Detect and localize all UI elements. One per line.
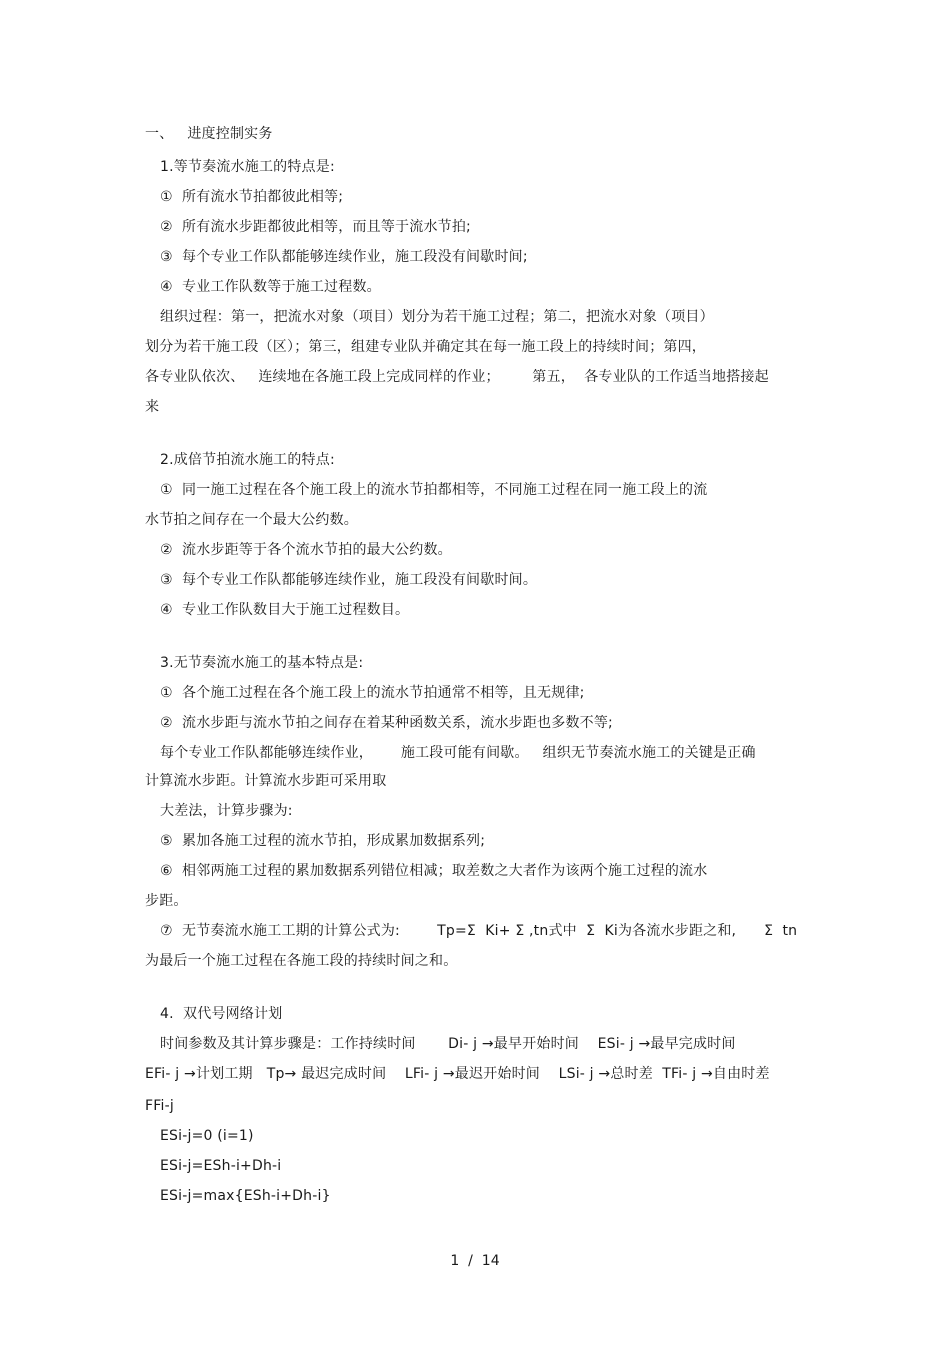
- text-line: EFi- j →计划工期 Tp→ 最迟完成时间 LFi- j →最迟开始时间 LSi- j →总时差 TFi- j →自由时差: [145, 1066, 770, 1082]
- subheading-no-rhythm: 3.无节奏流水施工的基本特点是:: [160, 655, 364, 671]
- text-line: 大差法，计算步骤为:: [160, 803, 293, 819]
- subheading-double-code-network: 4. 双代号网络计划: [160, 1006, 283, 1022]
- text-line: ② 流水步距与流水节拍之间存在着某种函数关系，流水步距也多数不等;: [160, 715, 613, 731]
- text-line: ① 各个施工过程在各个施工段上的流水节拍通常不相等，且无规律;: [160, 685, 585, 701]
- text-line: ④ 专业工作队数等于施工过程数。: [160, 279, 381, 295]
- text-line: 步距。: [145, 893, 188, 909]
- subheading-multiple-rhythm: 2.成倍节拍流水施工的特点:: [160, 452, 335, 468]
- text-line: 组织过程：第一，把流水对象（项目）划分为若干施工过程；第二，把流水对象（项目）: [160, 309, 714, 325]
- page-number: 1 / 14: [450, 1253, 500, 1269]
- text-line: ① 同一施工过程在各个施工段上的流水节拍都相等，不同施工过程在同一施工段上的流: [160, 482, 708, 498]
- text-line: ④ 专业工作队数目大于施工过程数目。: [160, 602, 410, 618]
- text-line: 水节拍之间存在一个最大公约数。: [145, 512, 358, 528]
- text-line: ⑦ 无节奏流水施工工期的计算公式为: Tp=Σ Ki+ Σ ,tn式中 Σ Ki为各流水步距之和, Σ tn: [160, 923, 798, 939]
- text-line: 为最后一个施工过程在各施工段的持续时间之和。: [145, 953, 458, 969]
- text-line: 划分为若干施工段（区）；第三，组建专业队并确定其在每一施工段上的持续时间；第四，: [145, 339, 706, 355]
- text-line: ② 所有流水步距都彼此相等，而且等于流水节拍;: [160, 219, 471, 235]
- text-line: FFi-j: [145, 1098, 174, 1114]
- text-line: 时间参数及其计算步骤是：工作持续时间 Di- j →最早开始时间 ESi- j →最早完成时间: [160, 1036, 736, 1052]
- text-line: ② 流水步距等于各个流水节拍的最大公约数。: [160, 542, 452, 558]
- text-line: ⑤ 累加各施工过程的流水节拍，形成累加数据系列;: [160, 833, 486, 849]
- text-line: 每个专业工作队都能够连续作业， 施工段可能有间歇。 组织无节奏流水施工的关键是正确: [160, 745, 756, 761]
- formula-line: ESi-j=ESh-i+Dh-i: [160, 1158, 282, 1174]
- formula-line: ESi-j=0 (i=1): [160, 1128, 254, 1144]
- formula-line: ESi-j=max{ESh-i+Dh-i}: [160, 1188, 331, 1204]
- text-line: 来: [145, 399, 160, 415]
- text-line: 计算流水步距。计算流水步距可采用取: [145, 773, 387, 789]
- text-line: ① 所有流水节拍都彼此相等;: [160, 189, 344, 205]
- text-line: ⑥ 相邻两施工过程的累加数据系列错位相减；取差数之大者作为该两个施工过程的流水: [160, 863, 708, 879]
- section-heading: 一、 进度控制实务: [145, 126, 273, 142]
- text-line: ③ 每个专业工作队都能够连续作业，施工段没有间歇时间;: [160, 249, 528, 265]
- text-line: 各专业队依次、 连续地在各施工段上完成同样的作业； 第五， 各专业队的工作适当地搭接起: [145, 369, 769, 385]
- text-line: ③ 每个专业工作队都能够连续作业，施工段没有间歇时间。: [160, 572, 538, 588]
- subheading-equal-rhythm: 1.等节奏流水施工的特点是:: [160, 159, 335, 175]
